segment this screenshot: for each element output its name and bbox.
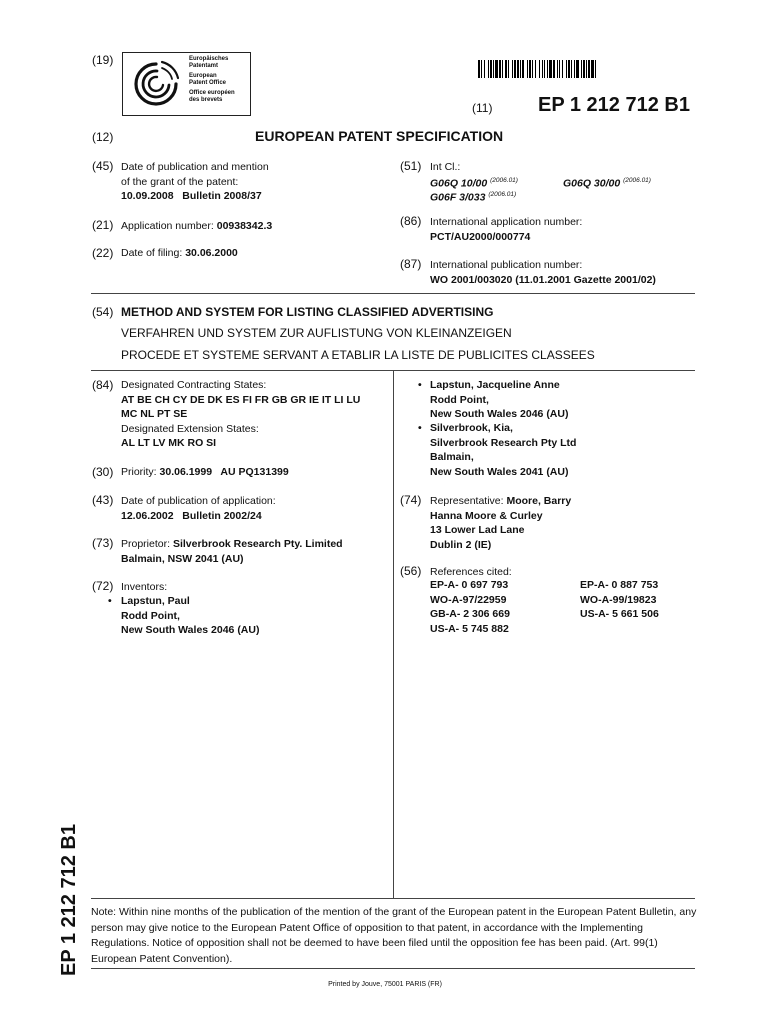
grant-label-1: Date of publication and mention bbox=[121, 161, 269, 173]
code-51: (51) bbox=[400, 159, 422, 173]
inventors-label: Inventors: bbox=[121, 581, 168, 593]
note-divider-top bbox=[91, 898, 695, 899]
inventor-3 bbox=[430, 421, 576, 479]
grant-label-2: of the grant of the patent: bbox=[121, 175, 239, 188]
office-line: European bbox=[189, 73, 217, 79]
title-en: METHOD AND SYSTEM FOR LISTING CLASSIFIED ADVERTISING bbox=[121, 305, 494, 319]
publication-number: EP 1 212 712 B1 bbox=[538, 94, 690, 116]
international-application-field bbox=[430, 215, 582, 244]
international-publication-field bbox=[430, 258, 656, 287]
int-cl-2 bbox=[563, 174, 651, 191]
code-72: (72) bbox=[92, 579, 114, 593]
office-line: Office européen bbox=[189, 90, 235, 96]
inventor-3-region: New South Wales 2041 (AU) bbox=[430, 465, 569, 478]
inventor-2-region: New South Wales 2046 (AU) bbox=[430, 408, 569, 420]
int-cl-2-version: (2006.01) bbox=[623, 177, 651, 184]
title-de: VERFAHREN UND SYSTEM ZUR AUFLISTUNG VON KLEINANZEIGEN bbox=[121, 326, 512, 340]
title-fr: PROCEDE ET SYSTEME SERVANT A ETABLIR LA LISTE DE PUBLICITES CLASSEES bbox=[121, 348, 595, 362]
priority-field bbox=[121, 465, 289, 480]
reference: EP-A- 0 887 753 bbox=[580, 579, 659, 591]
intl-application-label: International application number: bbox=[430, 216, 583, 228]
representative-street: 13 Lower Lad Lane bbox=[430, 524, 525, 536]
inventor-bullet: • bbox=[418, 379, 422, 391]
app-publication-label: Date of publication of application: bbox=[121, 495, 276, 507]
reference: EP-A- 0 697 793 bbox=[430, 579, 509, 591]
code-30: (30) bbox=[92, 465, 114, 479]
representative-name: Moore, Barry bbox=[506, 495, 572, 507]
int-cl-label: Int Cl.: bbox=[430, 161, 461, 173]
office-line: Patent Office bbox=[189, 80, 227, 86]
printer-line: Printed by Jouve, 75001 PARIS (FR) bbox=[328, 981, 442, 988]
int-cl-1-version: (2006.01) bbox=[490, 177, 518, 184]
office-line: des brevets bbox=[189, 97, 223, 103]
references-label: References cited: bbox=[430, 566, 512, 578]
code-87: (87) bbox=[400, 257, 422, 271]
inventor-1 bbox=[121, 594, 259, 638]
representative-field bbox=[430, 494, 571, 552]
inventor-1-region: New South Wales 2046 (AU) bbox=[121, 624, 260, 636]
inventor-2-name: Lapstun, Jacqueline Anne bbox=[430, 379, 560, 391]
code-19: (19) bbox=[92, 53, 114, 67]
proprietor-address: Balmain, NSW 2041 (AU) bbox=[121, 552, 244, 565]
priority-value: 30.06.1999 AU PQ131399 bbox=[159, 466, 289, 478]
grant-value: 10.09.2008 Bulletin 2008/37 bbox=[121, 190, 262, 202]
reference: US-A- 5 661 506 bbox=[580, 608, 659, 620]
proprietor-field bbox=[121, 537, 343, 566]
code-21: (21) bbox=[92, 218, 114, 232]
representative-city: Dublin 2 (IE) bbox=[430, 538, 492, 551]
opposition-note: Note: Within nine months of the publication of the mention of the grant of the European patent in the European Patent Bulletin, any person may give notice to the European Patent Office of opposition to that patent, in accordance with the Implementing Regulations. Notice of opposition shall not be deemed to have been filed until the opposition fee has been paid. (Art. 99(1) European Patent Convention). bbox=[91, 906, 697, 965]
code-43: (43) bbox=[92, 493, 114, 507]
proprietor-label: Proprietor: bbox=[121, 538, 171, 550]
column-divider bbox=[393, 371, 394, 898]
int-cl-3-code: G06F 3/033 bbox=[430, 191, 486, 204]
office-line: Patentamt bbox=[189, 63, 219, 69]
title-divider bbox=[91, 293, 695, 294]
code-73: (73) bbox=[92, 536, 114, 550]
proprietor-name: Silverbrook Research Pty. Limited bbox=[172, 538, 343, 550]
filing-date-field bbox=[121, 246, 238, 261]
inventor-3-name: Silverbrook, Kia, bbox=[430, 422, 513, 434]
epo-logo bbox=[122, 52, 251, 116]
grant-date-field bbox=[121, 160, 269, 204]
int-cl-3 bbox=[430, 188, 516, 205]
int-cl-1-code: G06Q 10/00 bbox=[430, 177, 488, 190]
barcode bbox=[478, 60, 696, 78]
filing-value: 30.06.2000 bbox=[185, 247, 238, 259]
document-type: EUROPEAN PATENT SPECIFICATION bbox=[255, 128, 504, 144]
representative-label: Representative: bbox=[430, 495, 504, 507]
inventor-3-city: Balmain, bbox=[430, 451, 474, 463]
application-label: Application number: bbox=[121, 220, 214, 232]
application-number-field bbox=[121, 219, 272, 234]
reference: WO-A-97/22959 bbox=[430, 593, 507, 606]
inventor-bullet: • bbox=[108, 595, 112, 607]
code-12: (12) bbox=[92, 130, 114, 144]
intl-publication-label: International publication number: bbox=[430, 259, 583, 271]
inventors-field bbox=[121, 580, 167, 595]
designated-states-2: MC NL PT SE bbox=[121, 408, 188, 420]
reference: US-A- 5 745 882 bbox=[430, 622, 509, 635]
designated-states-1: AT BE CH CY DE DK ES FI FR GB GR IE IT LI LU bbox=[121, 393, 361, 406]
inventor-bullet: • bbox=[418, 422, 422, 434]
application-publication-field bbox=[121, 494, 276, 523]
epo-logo-icon bbox=[126, 54, 186, 114]
code-54: (54) bbox=[92, 305, 114, 319]
code-22: (22) bbox=[92, 246, 114, 260]
code-45: (45) bbox=[92, 159, 114, 173]
code-11: (11) bbox=[472, 101, 493, 115]
inventor-3-company: Silverbrook Research Pty Ltd bbox=[430, 436, 577, 449]
filing-label: Date of filing: bbox=[121, 247, 183, 259]
priority-label: Priority: bbox=[121, 466, 157, 478]
reference: GB-A- 2 306 669 bbox=[430, 608, 510, 620]
inventor-1-name: Lapstun, Paul bbox=[121, 595, 190, 607]
inventor-2 bbox=[430, 378, 568, 422]
int-cl-2-code: G06Q 30/00 bbox=[563, 177, 621, 190]
app-publication-value: 12.06.2002 Bulletin 2002/24 bbox=[121, 509, 262, 522]
office-line: Europäisches bbox=[189, 56, 229, 62]
intl-publication-value: WO 2001/003020 (11.01.2001 Gazette 2001/02) bbox=[430, 273, 656, 286]
office-name bbox=[189, 56, 235, 104]
designated-states-label: Designated Contracting States: bbox=[121, 379, 267, 391]
code-74: (74) bbox=[400, 493, 422, 507]
reference: WO-A-99/19823 bbox=[580, 593, 657, 606]
representative-firm: Hanna Moore & Curley bbox=[430, 509, 543, 522]
application-value: 00938342.3 bbox=[216, 220, 273, 232]
extension-states-label: Designated Extension States: bbox=[121, 422, 259, 435]
int-cl-3-version: (2006.01) bbox=[488, 191, 517, 198]
inventor-2-city: Rodd Point, bbox=[430, 393, 489, 406]
note-divider-bottom bbox=[91, 968, 695, 969]
intl-application-value: PCT/AU2000/000774 bbox=[430, 230, 531, 243]
designated-states-field bbox=[121, 378, 360, 451]
inventor-1-city: Rodd Point, bbox=[121, 609, 180, 622]
barcode-bar bbox=[596, 60, 598, 78]
code-84: (84) bbox=[92, 378, 114, 392]
code-86: (86) bbox=[400, 214, 422, 228]
code-56: (56) bbox=[400, 564, 422, 578]
side-publication-number: EP 1 212 712 B1 bbox=[58, 824, 80, 976]
extension-states: AL LT LV MK RO SI bbox=[121, 437, 217, 449]
